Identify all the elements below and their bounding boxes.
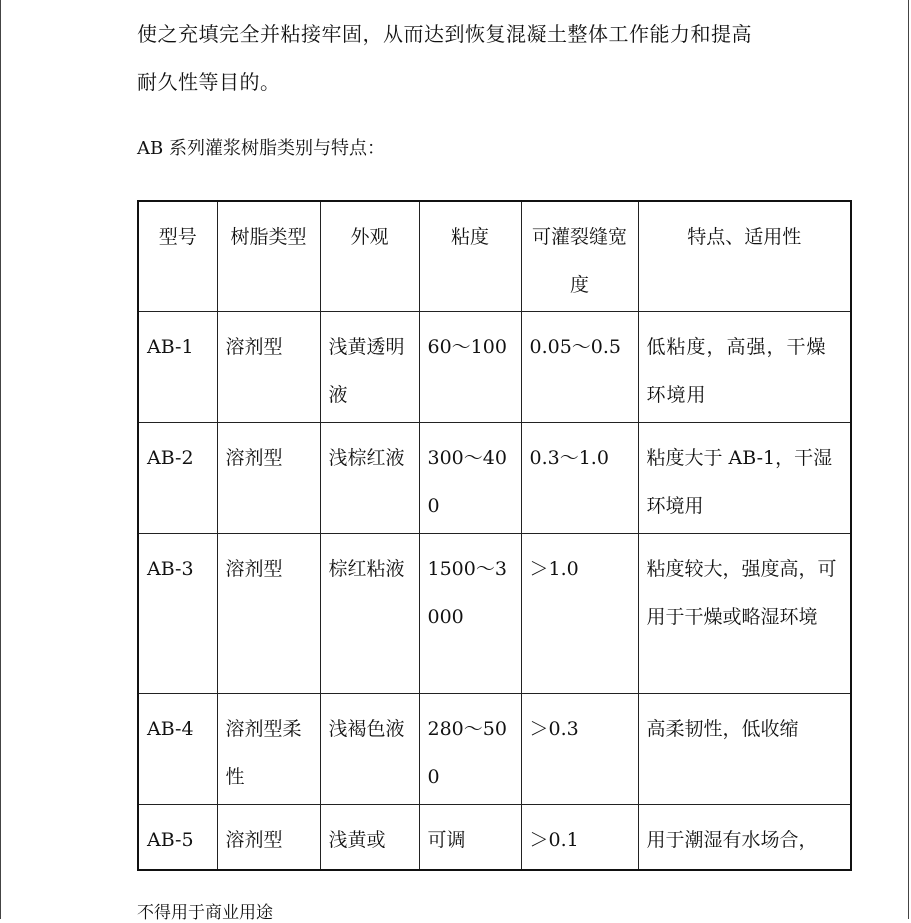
- col-header-appearance: 外观: [320, 201, 419, 311]
- cell-resin-type: 溶剂型: [217, 311, 320, 422]
- cell-viscosity: 可调: [419, 804, 521, 870]
- table-row: [138, 804, 851, 870]
- table-heading: AB 系列灌浆树脂类别与特点：: [137, 138, 385, 159]
- cell-appearance: 浅褐色液: [320, 693, 419, 804]
- cell-model: AB-4: [138, 693, 217, 804]
- cell-features: 用于潮湿有水场合，: [638, 804, 851, 870]
- cell-features: 粘度大于 AB-1，干湿环境用: [638, 422, 851, 533]
- cell-crack-width: 0.05～0.5: [521, 311, 638, 422]
- cell-resin-type: 溶剂型: [217, 422, 320, 533]
- col-header-model: 型号: [138, 201, 217, 311]
- resin-spec-table: [137, 200, 852, 871]
- cell-viscosity: 300～400: [419, 422, 521, 533]
- table-row: [138, 422, 851, 533]
- cell-crack-width: ＞0.1: [521, 804, 638, 870]
- footer-notice: 不得用于商业用途: [137, 903, 273, 923]
- cell-viscosity: 60～100: [419, 311, 521, 422]
- col-header-viscosity: 粘度: [419, 201, 521, 311]
- cell-viscosity: 1500～3000: [419, 533, 521, 693]
- table-row: [138, 311, 851, 422]
- cell-features: 高柔韧性，低收缩: [638, 693, 851, 804]
- cell-crack-width: ＞0.3: [521, 693, 638, 804]
- cell-viscosity: 280～500: [419, 693, 521, 804]
- col-header-crack-width: 可灌裂缝宽度: [521, 201, 638, 311]
- table-row: [138, 533, 851, 693]
- cell-model: AB-3: [138, 533, 217, 693]
- cell-appearance: 浅黄透明液: [320, 311, 419, 422]
- cell-resin-type: 溶剂型柔性: [217, 693, 320, 804]
- cell-model: AB-1: [138, 311, 217, 422]
- cell-model: AB-5: [138, 804, 217, 870]
- table-row: [138, 693, 851, 804]
- cell-crack-width: 0.3～1.0: [521, 422, 638, 533]
- cell-resin-type: 溶剂型: [217, 804, 320, 870]
- paragraph-line-2: 耐久性等目的。: [137, 70, 281, 94]
- col-header-resin-type: 树脂类型: [217, 201, 320, 311]
- cell-model: AB-2: [138, 422, 217, 533]
- cell-appearance: 棕红粘液: [320, 533, 419, 693]
- paragraph-line-1: 使之充填完全并粘接牢固，从而达到恢复混凝土整体工作能力和提高: [137, 22, 752, 46]
- cell-appearance: 浅棕红液: [320, 422, 419, 533]
- cell-crack-width: ＞1.0: [521, 533, 638, 693]
- col-header-features: 特点、适用性: [638, 201, 851, 311]
- cell-features: 粘度较大，强度高，可用于干燥或略湿环境: [638, 533, 851, 693]
- cell-resin-type: 溶剂型: [217, 533, 320, 693]
- cell-appearance: 浅黄或: [320, 804, 419, 870]
- table-header-row: [138, 201, 851, 311]
- cell-features: 低粘度，高强，干燥环境用: [638, 311, 851, 422]
